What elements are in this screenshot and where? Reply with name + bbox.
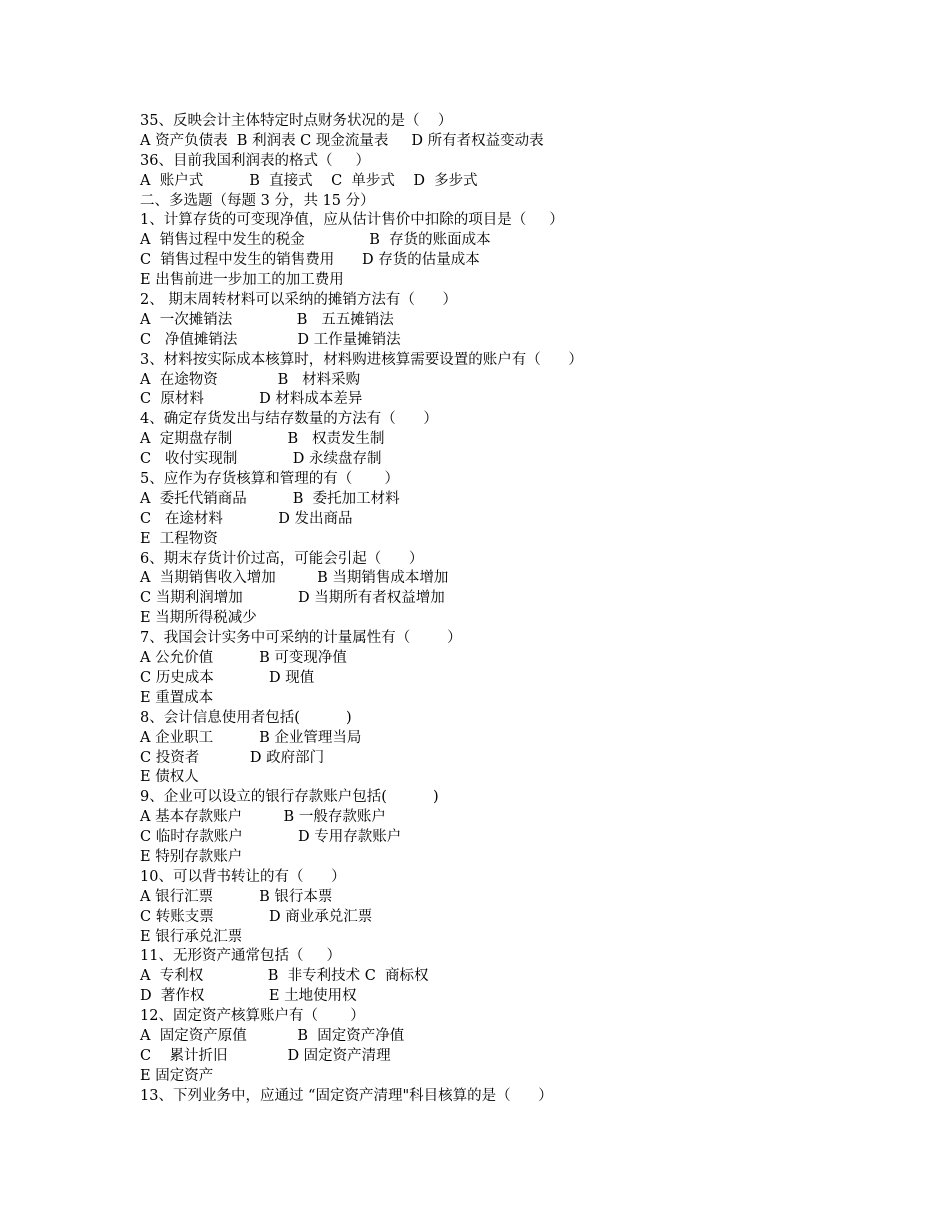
text-line: C 历史成本 D 现值 (140, 669, 315, 686)
text-line: A 一次摊销法 B 五五摊销法 (140, 311, 394, 328)
text-line: C 临时存款账户 D 专用存款账户 (140, 829, 402, 846)
text-line: A 账户式 B 直接式 C 单步式 D 多步式 (140, 172, 478, 189)
text-line: A 固定资产原值 B 固定资产净值 (140, 1027, 405, 1044)
text-line: 2、 期末周转材料可以采纳的摊销方法有（ ） (140, 292, 457, 309)
text-line: C 转账支票 D 商业承兑汇票 (140, 908, 373, 925)
text-line: C 净值摊销法 D 工作量摊销法 (140, 331, 401, 348)
text-line: E 重置成本 (140, 689, 214, 706)
text-line: A 委托代销商品 B 委托加工材料 (140, 490, 400, 507)
text-line: 36、目前我国利润表的格式（ ） (140, 152, 370, 169)
text-line: A 企业职工 B 企业管理当局 (140, 729, 362, 746)
text-line: C 投资者 D 政府部门 (140, 749, 325, 766)
text-line: E 银行承兑汇票 (140, 928, 243, 945)
text-line: A 在途物资 B 材料采购 (140, 371, 361, 388)
text-line: 6、期末存货计价过高，可能会引起（ ） (140, 550, 424, 567)
text-line: D 著作权 E 土地使用权 (140, 988, 357, 1005)
text-line: C 当期利润增加 D 当期所有者权益增加 (140, 590, 445, 607)
text-line: 35、反映会计主体特定时点财务状况的是（ ） (140, 113, 453, 129)
text-line: A 资产负债表 B 利润表 C 现金流量表 D 所有者权益变动表 (140, 132, 544, 149)
text-line: C 累计折旧 D 固定资产清理 (140, 1047, 391, 1064)
text-line: C 销售过程中发生的销售费用 D 存货的估量成本 (140, 252, 480, 269)
text-line: E 出售前进一步加工的加工费用 (140, 272, 344, 289)
text-line: 5、应作为存货核算和管理的有（ ） (140, 471, 399, 488)
text-line: C 收付实现制 D 永续盘存制 (140, 451, 382, 468)
text-line: A 销售过程中发生的税金 B 存货的账面成本 (140, 232, 491, 249)
text-line: E 工程物资 (140, 530, 218, 547)
text-line: 13、下列业务中，应通过 “固定资产清理"科目核算的是（ ） (140, 1087, 553, 1104)
text-line: A 当期销售收入增加 B 当期销售成本增加 (140, 570, 449, 587)
text-line: E 固定资产 (140, 1067, 214, 1084)
text-line: 8、会计信息使用者包括( ) (140, 709, 352, 726)
text-line: A 定期盘存制 B 权责发生制 (140, 431, 385, 448)
text-line: 12、固定资产核算账户有（ ） (140, 1008, 365, 1025)
text-line: 3、材料按实际成本核算时，材料购进核算需要设置的账户有（ ） (140, 351, 583, 368)
text-line: E 当期所得税减少 (140, 610, 257, 627)
text-line: 1、计算存货的可变现净值，应从估计售价中扣除的项目是（ ） (140, 212, 564, 229)
text-line: A 专利权 B 非专利技术 C 商标权 (140, 968, 429, 985)
text-line: A 银行汇票 B 银行本票 (140, 888, 333, 905)
text-line: C 在途材料 D 发出商品 (140, 510, 353, 527)
text-line: 7、我国会计实务中可采纳的计量属性有（ ） (140, 630, 462, 647)
text-line: 9、企业可以设立的银行存款账户包括( ) (140, 789, 439, 806)
text-line: 二、多选题（每题 3 分，共 15 分） (140, 192, 375, 209)
text-line: E 特别存款账户 (140, 848, 243, 865)
text-line: C 原材料 D 材料成本差异 (140, 391, 363, 408)
text-line: E 债权人 (140, 769, 199, 786)
text-line: 10、可以背书转让的有（ ） (140, 868, 346, 885)
text-line: A 公允价值 B 可变现净值 (140, 650, 347, 667)
document-page (140, 112, 840, 1107)
text-line: A 基本存款账户 B 一般存款账户 (140, 809, 386, 826)
text-line: 11、无形资产通常包括（ ） (140, 948, 341, 965)
text-line: 4、确定存货发出与结存数量的方法有（ ） (140, 411, 438, 428)
